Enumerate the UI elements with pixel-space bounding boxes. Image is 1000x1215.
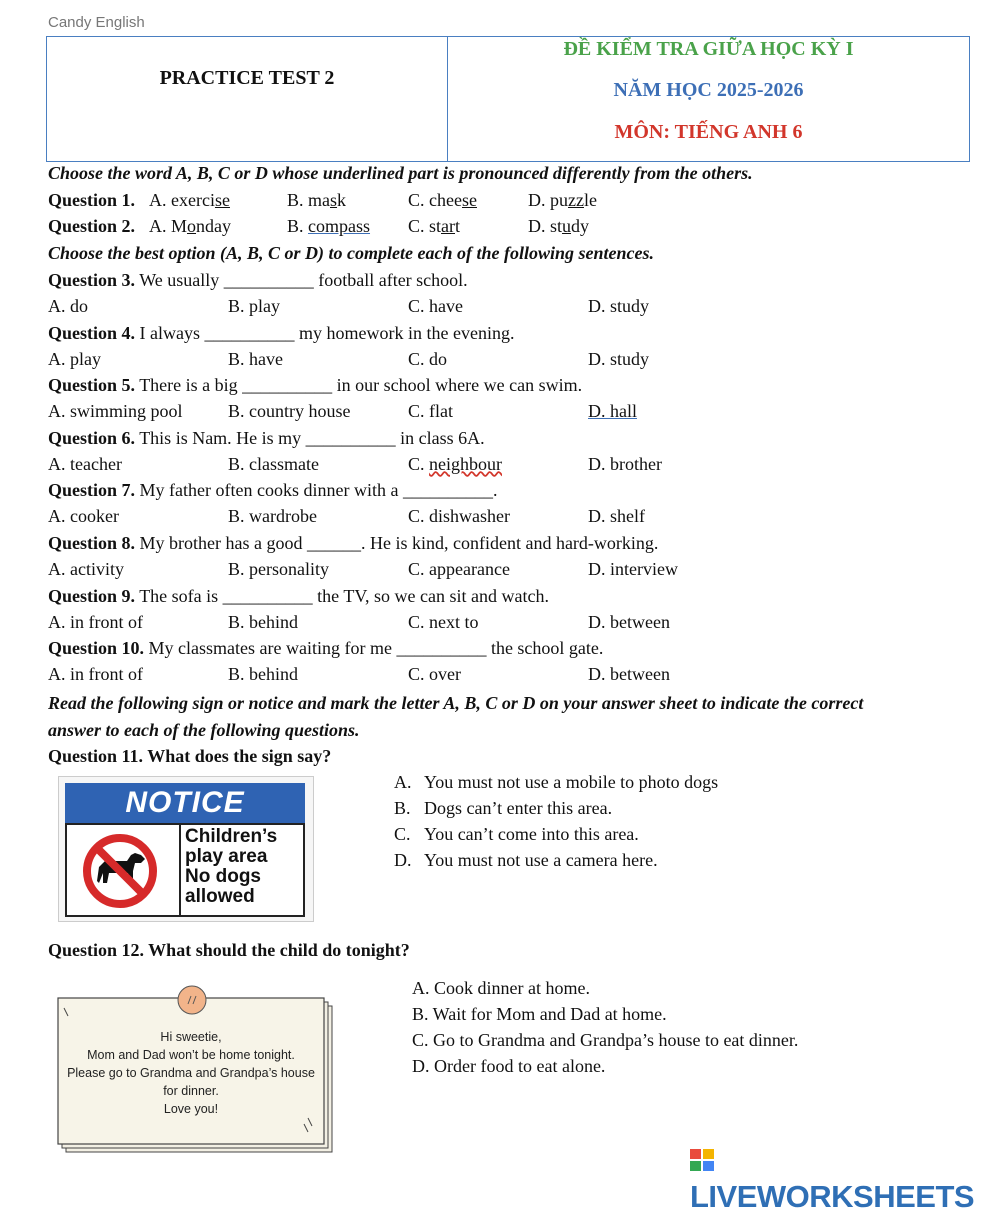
option-b[interactable]: B. behind	[228, 664, 298, 685]
notice-body	[65, 823, 305, 917]
option-c[interactable]: C. You can’t come into this area.	[394, 824, 639, 844]
option-d[interactable]: D. You must not use a camera here.	[394, 850, 658, 870]
option-c[interactable]: C. over	[408, 664, 461, 685]
option-a[interactable]: A. swimming pool	[48, 401, 183, 422]
header-left	[47, 37, 448, 161]
option-a[interactable]: A. in front of	[48, 664, 143, 685]
option-b[interactable]: B. play	[228, 296, 280, 316]
question-stem: Question 8. My brother has a good ______. He is kind, confident and hard-working.	[48, 533, 659, 553]
option-c[interactable]: C. appearance	[408, 559, 510, 579]
question-2	[48, 216, 948, 240]
option-d[interactable]: D. Order food to eat alone.	[412, 1056, 606, 1076]
option-row	[48, 559, 948, 583]
option-a[interactable]: A. exercise	[149, 190, 230, 210]
question-stem: Question 9. The sofa is __________ the TV, so we can sit and watch.	[48, 585, 549, 606]
option-c[interactable]: C. Go to Grandma and Grandpa’s house to eat dinner.	[412, 1030, 799, 1050]
option-a[interactable]: A. do	[48, 296, 88, 316]
question-stem: Question 3. We usually __________ football after school.	[48, 270, 468, 290]
option-b[interactable]: B. personality	[228, 559, 329, 579]
option-row	[48, 454, 948, 478]
option-row	[48, 349, 948, 373]
option-b[interactable]: B. have	[228, 348, 283, 369]
option-a[interactable]: A. play	[48, 348, 101, 369]
question-stem: Question 10. My classmates are waiting for me __________ the school gate.	[48, 638, 604, 659]
option-b[interactable]: B. Dogs can’t enter this area.	[394, 798, 613, 818]
notice-sign	[58, 776, 314, 922]
question-1	[48, 190, 948, 214]
option-a[interactable]: A. activity	[48, 559, 124, 579]
no-dogs-icon	[75, 831, 175, 911]
option-b[interactable]: B. mask	[287, 190, 347, 210]
brand-label: Candy English	[48, 14, 145, 31]
option-a[interactable]: A. in front of	[48, 611, 143, 632]
notice-text: Children’s play area No dogs allowed	[185, 826, 278, 907]
option-c[interactable]: C. cheese	[408, 190, 477, 210]
option-row	[48, 506, 948, 530]
option-d[interactable]: D. study	[588, 296, 650, 316]
option-d[interactable]: D. between	[588, 664, 670, 685]
option-b[interactable]: B. behind	[228, 611, 298, 632]
option-d[interactable]: D. hall	[588, 401, 637, 422]
section3-instruction-1: Read the following sign or notice and mark the letter A, B, C or D on your answer sheet to indicate the correct	[48, 693, 864, 713]
question-12-options	[412, 978, 798, 1082]
option-d[interactable]: D. brother	[588, 453, 662, 474]
option-d[interactable]: D. between	[588, 611, 670, 632]
section3-instruction-2: answer to each of the following questions.	[48, 720, 360, 740]
option-a[interactable]: A. Cook dinner at home.	[412, 978, 590, 998]
option-row	[48, 664, 948, 688]
option-a[interactable]: A. teacher	[48, 453, 122, 474]
option-d[interactable]: D. shelf	[588, 506, 645, 527]
question-11-title: Question 11. What does the sign say?	[48, 746, 332, 766]
section2-instruction: Choose the best option (A, B, C or D) to complete each of the following sentences.	[48, 243, 654, 263]
header-right	[448, 37, 969, 161]
exam-title: ĐỀ KIỂM TRA GIỮA HỌC KỲ I	[563, 38, 854, 60]
section1-instruction: Choose the word A, B, C or D whose underlined part is pronounced differently from the others.	[48, 163, 753, 183]
option-c[interactable]: C. flat	[408, 401, 453, 422]
question-stem: Question 6. This is Nam. He is my __________ in class 6A.	[48, 427, 485, 448]
option-row	[48, 401, 948, 425]
option-b[interactable]: B. compass	[287, 216, 371, 236]
option-c[interactable]: C. dishwasher	[408, 506, 510, 527]
school-year: NĂM HỌC 2025-2026	[613, 79, 804, 101]
option-b[interactable]: B. wardrobe	[228, 506, 317, 527]
question-stem: Question 4. I always __________ my homework in the evening.	[48, 322, 515, 343]
note-message: Hi sweetie, Mom and Dad won’t be home tonight. Please go to Grandma and Grandpa’s house for dinner. Love you!	[67, 1030, 315, 1116]
option-c[interactable]: C. next to	[408, 611, 479, 632]
option-c[interactable]: C. start	[408, 216, 461, 236]
question-label: Question 2.	[48, 216, 136, 236]
option-b[interactable]: B. classmate	[228, 453, 319, 474]
question-stem: Question 5. There is a big __________ in our school where we can swim.	[48, 375, 583, 396]
question-11-options	[394, 772, 718, 876]
option-d[interactable]: D. interview	[588, 559, 678, 579]
option-c[interactable]: C. do	[408, 348, 448, 369]
option-row	[48, 612, 948, 636]
test-header	[46, 36, 970, 162]
option-c[interactable]: C. have	[408, 296, 463, 316]
notice-header: NOTICE	[65, 783, 305, 823]
option-a[interactable]: A. Monday	[149, 216, 232, 236]
option-row	[48, 296, 948, 320]
question-12-title: Question 12. What should the child do tonight?	[48, 940, 410, 960]
option-c[interactable]: C. neighbour	[408, 453, 502, 474]
question-label: Question 1.	[48, 190, 136, 210]
option-a[interactable]: A. You must not use a mobile to photo dogs	[394, 772, 719, 792]
logo-grid-icon	[690, 1149, 716, 1173]
notice-divider	[179, 825, 181, 915]
option-a[interactable]: A. cooker	[48, 506, 119, 527]
question-stem: Question 7. My father often cooks dinner with a __________.	[48, 480, 498, 501]
test-title: PRACTICE TEST 2	[159, 67, 335, 89]
option-d[interactable]: D. study	[528, 216, 590, 236]
option-d[interactable]: D. study	[588, 348, 650, 369]
subject: MÔN: TIẾNG ANH 6	[614, 121, 803, 143]
sticky-note	[56, 984, 338, 1156]
option-d[interactable]: D. puzzle	[528, 190, 597, 210]
liveworksheets-logo: LIVEWORKSHEETS	[690, 1143, 1000, 1215]
option-b[interactable]: B. Wait for Mom and Dad at home.	[412, 1004, 667, 1024]
option-b[interactable]: B. country house	[228, 401, 351, 422]
